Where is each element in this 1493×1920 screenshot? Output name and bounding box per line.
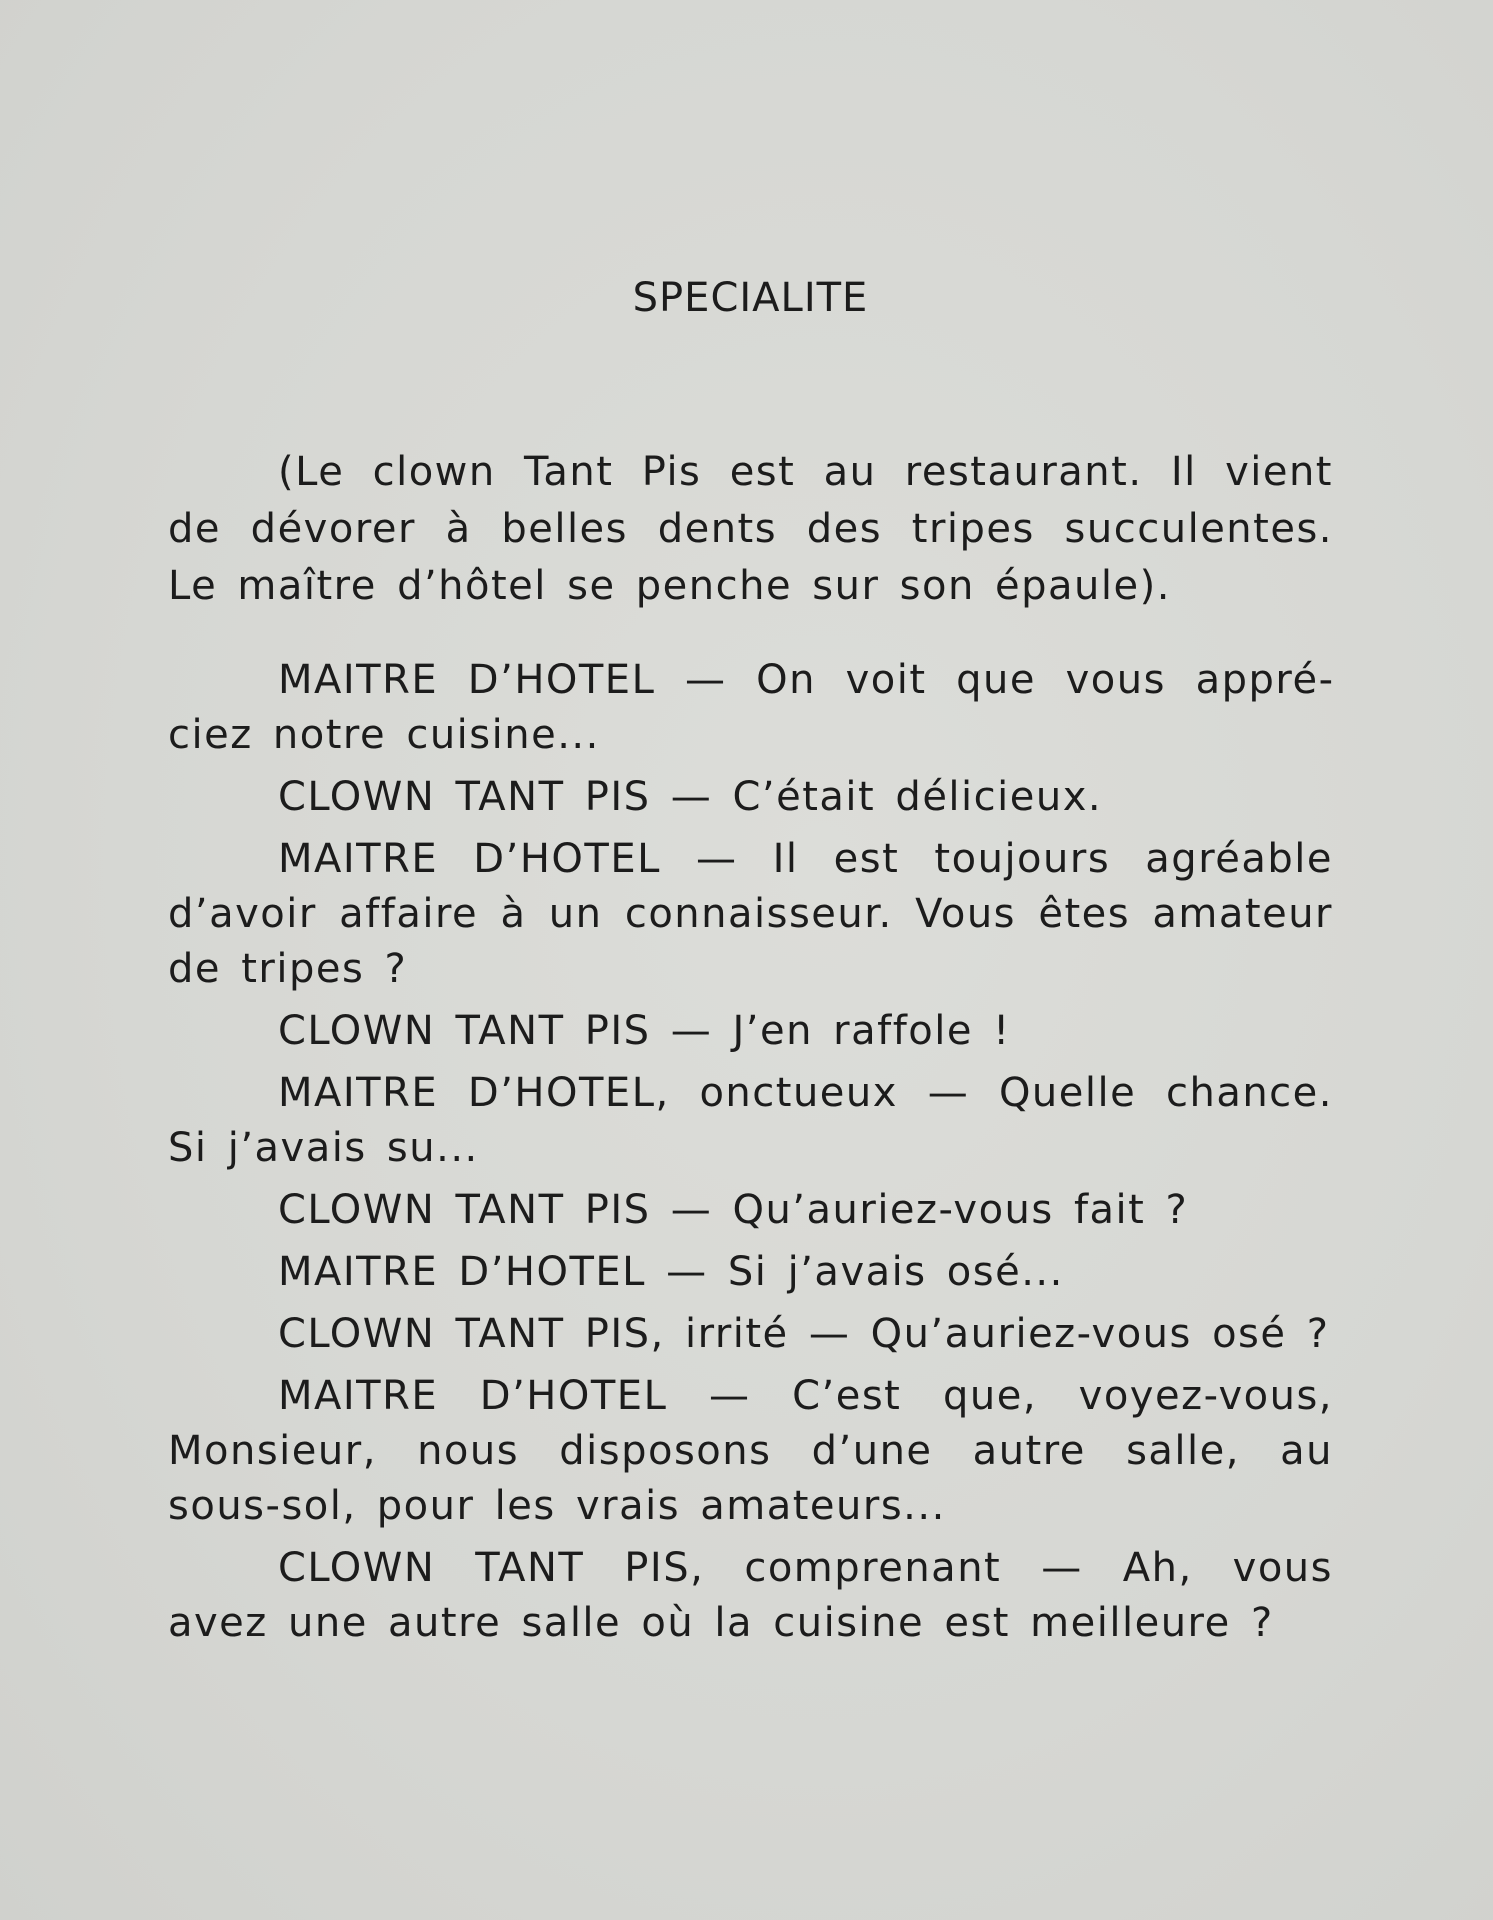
dialogue-line: CLOWN TANT PIS — C’était délicieux.: [278, 774, 1103, 820]
dialogue-line: CLOWN TANT PIS, irrité — Qu’auriez-vous osé ?: [278, 1311, 1330, 1357]
stage-direction: (Le clown Tant Pis est au restaurant. Il vient de dévorer à belles dents des tripes succulentes. Le maître d’hôtel se penche sur son épaule).: [168, 449, 1333, 609]
page-title: SPECIALITE: [632, 275, 869, 321]
dialogue-line: MAITRE D’HOTEL — Si j’avais osé...: [278, 1249, 1064, 1295]
dialogue-line: MAITRE D’HOTEL — Il est toujours agréable d’avoir affaire à un connaisseur. Vous êtes amateur de tripes ?: [168, 836, 1333, 992]
dialogue-line: MAITRE D’HOTEL — C’est que, voyez-vous, Monsieur, nous disposons d’une autre salle, au sous-sol, pour les vrais amateurs...: [168, 1373, 1333, 1529]
dialogue-line: CLOWN TANT PIS, comprenant — Ah, vous avez une autre salle où la cuisine est meilleure ?: [168, 1545, 1333, 1646]
dialogue-line: MAITRE D’HOTEL, onctueux — Quelle chance. Si j’avais su...: [168, 1070, 1333, 1171]
page-text: [168, 270, 1333, 1658]
dialogue-line: CLOWN TANT PIS — J’en raffole !: [278, 1008, 1011, 1054]
dialogue-line: MAITRE D’HOTEL — On voit que vous appréciez notre cuisine...: [168, 657, 1333, 758]
dialogue-line: CLOWN TANT PIS — Qu’auriez-vous fait ?: [278, 1187, 1189, 1233]
